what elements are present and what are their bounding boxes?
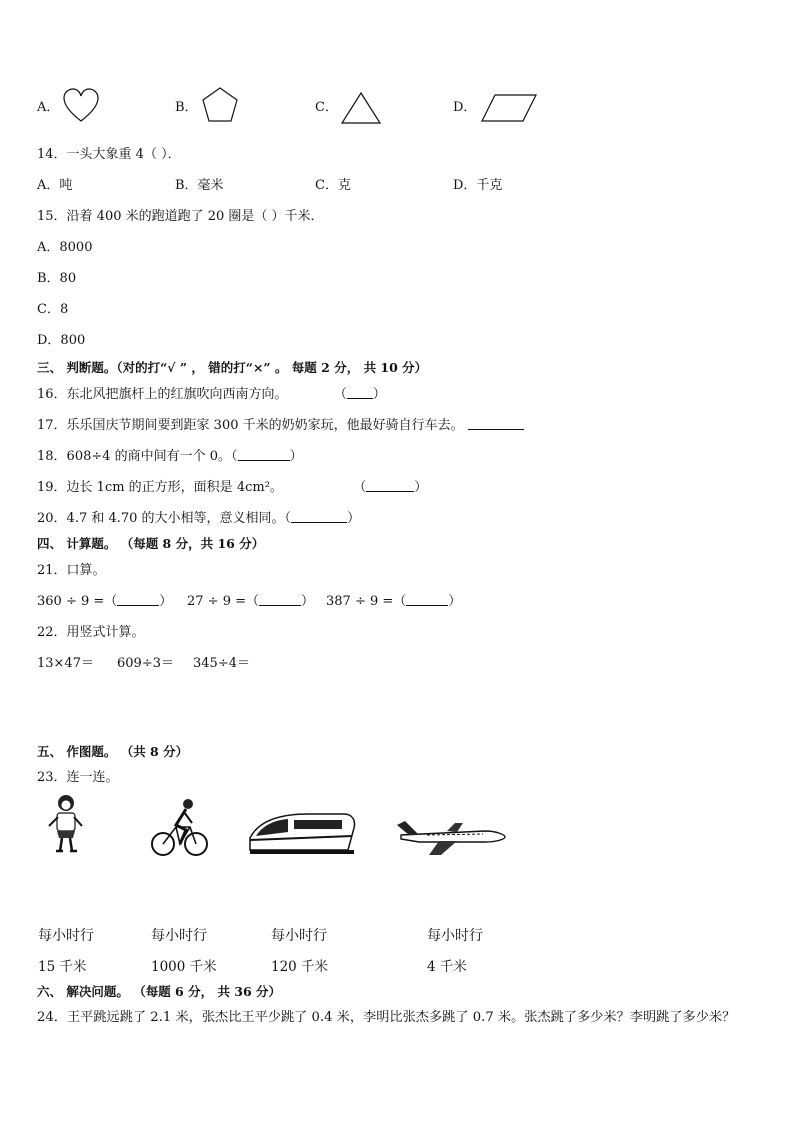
section-4-heading: 四、 计算题。 （每题 8 分，共 16 分） bbox=[37, 536, 265, 551]
q21-expression-2: 27 ÷ 9 =（ bbox=[187, 594, 259, 609]
option-d-label: D． bbox=[453, 100, 477, 115]
q18-line bbox=[37, 447, 303, 466]
parallelogram-icon bbox=[480, 93, 538, 123]
speed-label-1: 每小时行 bbox=[38, 928, 94, 944]
speed-value-4: 4 千米 bbox=[427, 959, 467, 975]
q23-text: 23．连一连。 bbox=[37, 770, 119, 785]
q15-option-d: D．800 bbox=[37, 333, 86, 348]
q21-paren-close-1: ） bbox=[159, 594, 173, 609]
q21-expression-1: 360 ÷ 9 =（ bbox=[37, 594, 118, 609]
q22-item-3: 345÷4＝ bbox=[193, 656, 250, 671]
q20-text: 20．4.7 和 4.70 的大小相等，意义相同。（ bbox=[37, 511, 292, 526]
airplane-icon bbox=[395, 817, 507, 857]
q22-text: 22．用竖式计算。 bbox=[37, 625, 145, 640]
speed-value-3: 120 千米 bbox=[271, 959, 329, 975]
q21-blank-1[interactable] bbox=[117, 592, 159, 606]
q18-text: 18．608÷4 的商中间有一个 0。（ bbox=[37, 449, 238, 464]
q19-line bbox=[37, 478, 427, 497]
q14-option-b: B．毫米 bbox=[175, 178, 224, 193]
q15-option-a: A．8000 bbox=[37, 240, 93, 255]
q17-line bbox=[37, 416, 524, 435]
q14-option-d: D．千克 bbox=[453, 178, 503, 193]
q14-text: 14．一头大象重 4（ ）． bbox=[37, 147, 181, 162]
speed-label-4: 每小时行 bbox=[427, 928, 483, 944]
speed-label-2: 每小时行 bbox=[151, 928, 207, 944]
q21-paren-close-3: ） bbox=[448, 594, 462, 609]
option-b-label: B． bbox=[175, 100, 198, 115]
section-3-heading: 三、 判断题。（对的打“√ ” ， 错的打“×” 。 每题 2 分， 共 10 分） bbox=[37, 360, 428, 375]
q19-paren-close: ） bbox=[414, 480, 428, 495]
q19-paren-open: （ bbox=[353, 480, 367, 495]
heart-icon bbox=[62, 88, 100, 124]
q21-paren-close-2: ） bbox=[301, 594, 315, 609]
q15-text: 15．沿着 400 米的跑道跑了 20 圈是（ ）千米． bbox=[37, 209, 324, 224]
q21-item-2 bbox=[187, 592, 314, 611]
q19-text: 19．边长 1cm 的正方形，面积是 4cm²。 bbox=[37, 480, 283, 495]
q14-option-a: A．吨 bbox=[37, 178, 73, 193]
q16-paren-close: ） bbox=[372, 387, 386, 402]
speed-value-1: 15 千米 bbox=[38, 959, 87, 975]
pentagon-icon bbox=[200, 86, 240, 124]
q20-paren-close: ） bbox=[347, 511, 361, 526]
q21-item-3 bbox=[326, 592, 461, 611]
q18-paren-close: ） bbox=[289, 449, 303, 464]
q21-blank-2[interactable] bbox=[259, 592, 301, 606]
q24-text: 24．王平跳远跳了 2.1 米，张杰比王平少跳了 0.4 米，李明比张杰多跳了 0.7 米。张杰跳了多少米？李明跳了多少米？ bbox=[37, 1010, 736, 1025]
q20-line bbox=[37, 509, 360, 528]
q16-line bbox=[37, 385, 386, 404]
cyclist-icon bbox=[150, 797, 210, 859]
option-a-label: A． bbox=[37, 100, 60, 115]
q18-answer-blank[interactable] bbox=[238, 447, 290, 461]
q14-option-c: C．克 bbox=[315, 178, 351, 193]
q21-blank-3[interactable] bbox=[406, 592, 448, 606]
q22-item-2: 609÷3＝ bbox=[117, 656, 174, 671]
q16-answer-blank[interactable] bbox=[347, 385, 373, 399]
q21-expression-3: 387 ÷ 9 =（ bbox=[326, 594, 407, 609]
q21-item-1 bbox=[37, 592, 172, 611]
q16-text: 16．东北风把旗杆上的红旗吹向西南方向。 bbox=[37, 387, 288, 402]
q20-answer-blank[interactable] bbox=[291, 509, 347, 523]
q16-paren-open: （ bbox=[333, 387, 347, 402]
section-6-heading: 六、 解决问题。 （每题 6 分， 共 36 分） bbox=[37, 984, 282, 999]
q21-text: 21．口算。 bbox=[37, 563, 106, 578]
q17-answer-blank[interactable] bbox=[468, 416, 524, 430]
q19-answer-blank[interactable] bbox=[366, 478, 414, 492]
option-c-label: C． bbox=[315, 100, 338, 115]
high-speed-train-icon bbox=[248, 810, 358, 856]
section-5-heading: 五、 作图题。 （共 8 分） bbox=[37, 744, 189, 759]
speed-label-3: 每小时行 bbox=[271, 928, 327, 944]
q22-item-1: 13×47＝ bbox=[37, 656, 94, 671]
q15-option-b: B．80 bbox=[37, 271, 77, 286]
q15-option-c: C．8 bbox=[37, 302, 69, 317]
q17-text: 17．乐乐国庆节期间要到距家 300 千米的奶奶家玩，他最好骑自行车去。 bbox=[37, 418, 464, 433]
speed-value-2: 1000 千米 bbox=[151, 959, 217, 975]
girl-walking-icon bbox=[44, 793, 88, 855]
triangle-icon bbox=[340, 91, 382, 125]
